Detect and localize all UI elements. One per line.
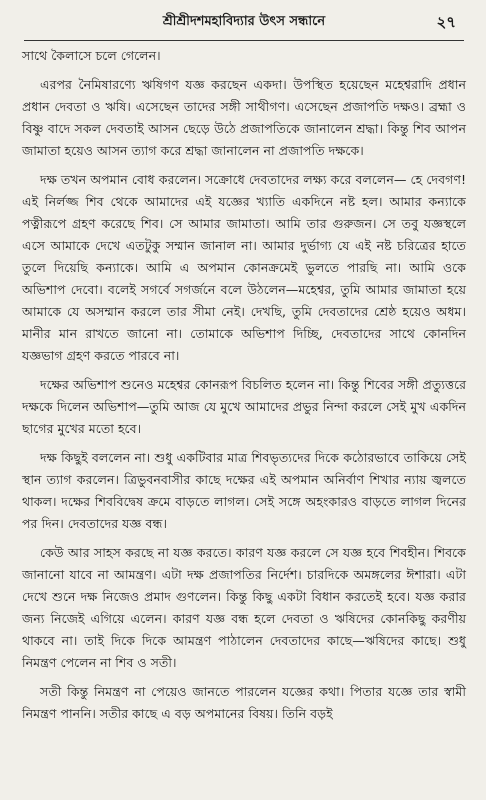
paragraph: দক্ষ কিছুই বললেন না। শুধু একটিবার মাত্র শিবভৃত্যদের দিকে কঠোরভাবে তাকিয়ে সেই স্থান ত্যাগ করলেন। ত্রিভুবনবাসীর কাছে দক্ষের এই অপমান অনির্বাণ শিখার ন্যায় জ্বলতে থাকল। দক্ষের শিববিদ্বেষ ক্রমে বাড়তে লাগল। সেই সঙ্গে অহংকারও বাড়তে লাগল দিনের পর দিন। দেবতাদের যজ্ঞ বন্ধ। bbox=[22, 450, 466, 531]
body-text bbox=[22, 45, 466, 725]
paragraph: দক্ষ তখন অপমান বোধ করলেন। সক্রোধে দেবতাদের লক্ষ্য করে বললেন— হে দেবগণ! এই নির্লজ্জ শিব থেকে আমাদের এই যজ্ঞের খ্যাতি একদিনে নষ্ট হল। আমার কন্যাকে পত্নীরূপে গ্রহণ করেছে শিব। সে আমার জামাতা। আমি তার গুরুজন। সে তবু যজ্ঞস্থলে এসে আমাকে দেখে এতটুকু সম্মান জানাল না। আমার দুর্ভাগ্য যে এই নষ্ট চরিত্রের হাতে তুলে দিয়েছি কন্যাকে। আমি এ অপমান কোনক্রমেই ভুলতে পারছি না। আমি ওকে অভিশাপ দেবো। বলেই সগর্বে সগর্জনে বলে উঠলেন—মহেশ্বর, তুমি আমার জামাতা হয়ে আমাকে যে অসম্মান করলে তার সীমা নেই। দেখছি, তুমি দেবতাদের শ্রেষ্ঠ হয়েও অধম। মানীর মান রাখতে জানো না। তোমাকে অভিশাপ দিচ্ছি, দেবতাদের সাথে কোনদিন যজ্ঞভাগ গ্রহণ করতে পারবে না। bbox=[22, 172, 466, 363]
paragraph: কেউ আর সাহস করছে না যজ্ঞ করতে। কারণ যজ্ঞ করলে সে যজ্ঞ হবে শিবহীন। শিবকে জানানো যাবে না আমন্ত্রণ। এটা দক্ষ প্রজাপতির নির্দেশ। চারদিকে অমঙ্গলের ঈশারা। এটা দেখে শুনে দক্ষ নিজেও প্রমাদ গুণলেন। কিন্তু কিছু একটা বিধান করতেই হবে। যজ্ঞ করার জন্য নিজেই এগিয়ে এলেন। কারণ যজ্ঞ বন্ধ হলে দেবতা ও ঋষিদের কোনকিছু করণীয় থাকবে না। তাই দিকে দিকে আমন্ত্রণ পাঠালেন দেবতাদের কাছে—ঋষিদের কাছে। শুধু নিমন্ত্রণ পেলেন না শিব ও সতী। bbox=[22, 545, 466, 670]
paragraph: সতী কিন্তু নিমন্ত্রণ না পেয়েও জানতে পারলেন যজ্ঞের কথা। পিতার যজ্ঞে তার স্বামী নিমন্ত্রণ পাননি। সতীর কাছে এ বড় অপমানের বিষয়। তিনি বড়ই bbox=[22, 684, 466, 721]
running-title: শ্রীশ্রীদশমহাবিদ্যার উৎস সন্ধানে bbox=[162, 14, 326, 29]
paragraph: সাথে কৈলাসে চলে গেলেন। bbox=[22, 48, 161, 63]
page-number: ২৭ bbox=[436, 13, 456, 31]
paragraph: এরপর নৈমিষারণ্যে ঋষিগণ যজ্ঞ করছেন একদা। উপস্থিত হয়েছেন মহেশ্বরাদি প্রধান প্রধান দেবতা ও ঋষি। এসেছেন তাদের সঙ্গী সাথীগণ। এসেছেন প্রজাপতি দক্ষও। ব্রহ্মা ও বিষ্ণু বাদে সকল দেবতাই আসন ছেড়ে উঠে প্রজাপতিকে জানালেন শ্রদ্ধা। কিন্তু শিব আপন জামাতা হয়েও আসন ত্যাগ করে শ্রদ্ধা জানালেন না প্রজাপতি দক্ষকে। bbox=[22, 77, 466, 158]
page-header bbox=[24, 0, 464, 41]
paragraph: দক্ষের অভিশাপ শুনেও মহেশ্বর কোনরূপ বিচলিত হলেন না। কিন্তু শিবের সঙ্গী প্রত্যুত্তরে দক্ষকে দিলেন অভিশাপ—তুমি আজ যে মুখে আমাদের প্রভুর নিন্দা করলে সেই মুখ একদিন ছাগের মুখের মতো হবে। bbox=[22, 377, 466, 436]
